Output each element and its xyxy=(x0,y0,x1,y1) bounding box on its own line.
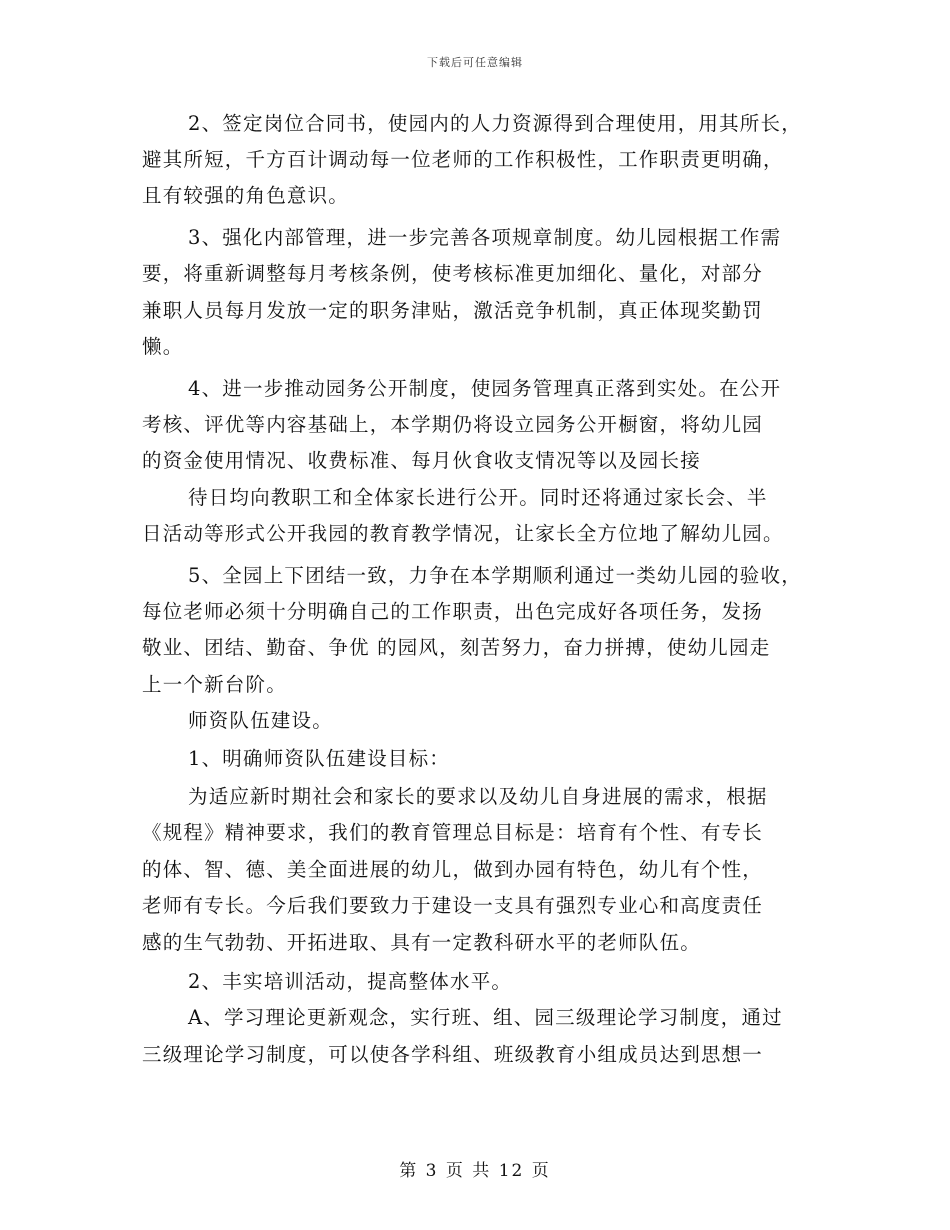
text-line: 《规程》精神要求，我们的教育管理总目标是：培育有个性、有专长 xyxy=(142,821,764,844)
text-line: 5、全园上下团结一致，力争在本学期顺利通过一类幼儿园的验收， xyxy=(188,564,802,587)
text-line: 考核、评优等内容基础上，本学期仍将设立园务公开橱窗，将幼儿园 xyxy=(142,413,764,436)
text-line: 的资金使用情况、收费标准、每月伙食收支情况等以及园长接 xyxy=(142,449,701,472)
text-line: 待日均向教职工和全体家长进行公开。同时还将通过家长会、半 xyxy=(188,486,768,509)
text-line: 敬业、团结、勤奋、争优 的园风，刻苦努力，奋力拼搏，使幼儿园走 xyxy=(142,636,771,659)
text-line: 懒。 xyxy=(142,335,184,358)
subsection-heading: 1、明确师资队伍建设目标： xyxy=(188,747,451,770)
text-line: 要，将重新调整每月考核条例，使考核标准更加细化、量化，对部分 xyxy=(142,262,764,285)
subsection-heading: 2、丰实培训活动，提高整体水平。 xyxy=(188,970,513,993)
text-line: 上一个新台阶。 xyxy=(142,673,287,696)
text-line: 避其所短，千方百计调动每一位老师的工作积极性，工作职责更明确， xyxy=(142,148,784,171)
text-line: 4、进一步推动园务公开制度，使园务管理真正落到实处。在公开 xyxy=(188,377,782,400)
text-line: 3、强化内部管理，进一步完善各项规章制度。幼儿园根据工作需 xyxy=(188,226,782,249)
page-header-note: 下载后可任意编辑 xyxy=(427,56,523,69)
text-line: 且有较强的角色意识。 xyxy=(142,184,350,207)
text-line: 老师有专长。今后我们要致力于建设一支具有强烈专业心和高度责任 xyxy=(142,894,764,917)
text-line: 每位老师必须十分明确自己的工作职责，出色完成好各项任务，发扬 xyxy=(142,600,764,623)
text-line: 感的生气勃勃、开拓进取、具有一定教科研水平的老师队伍。 xyxy=(142,931,701,954)
text-line: 三级理论学习制度，可以使各学科组、班级教育小组成员达到思想一 xyxy=(142,1043,764,1066)
text-line: A、学习理论更新观念，实行班、组、园三级理论学习制度，通过 xyxy=(188,1006,783,1029)
text-line: 日活动等形式公开我园的教育教学情况，让家长全方位地了解幼儿园。 xyxy=(142,522,784,545)
text-line: 2、签定岗位合同书，使园内的人力资源得到合理使用，用其所长， xyxy=(188,112,802,135)
text-line: 的体、智、德、美全面进展的幼儿，做到办园有特色，幼儿有个性， xyxy=(142,858,764,881)
section-heading: 师资队伍建设。 xyxy=(188,709,333,732)
text-line: 为适应新时期社会和家长的要求以及幼儿自身进展的需求，根据 xyxy=(188,785,768,808)
page-number-footer: 第 3 页 共 12 页 xyxy=(399,1161,551,1181)
text-line: 兼职人员每月发放一定的职务津贴，激活竞争机制，真正体现奖勤罚 xyxy=(142,299,764,322)
